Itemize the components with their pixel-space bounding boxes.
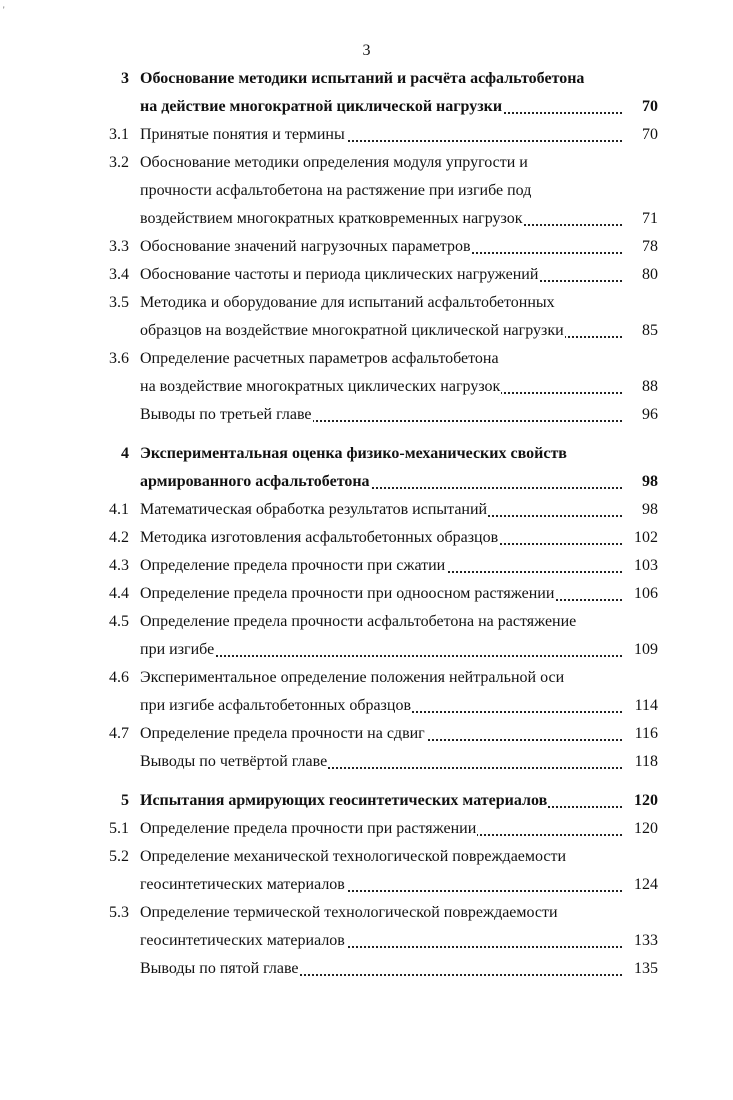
- toc-entry: [0, 345, 733, 373]
- section-number: 5.1: [109, 820, 129, 837]
- toc-entry-cont: [0, 205, 733, 233]
- section-title: Методика изготовления асфальтобетонных образцов: [140, 529, 499, 546]
- toc-entry-cont: [0, 927, 733, 955]
- section-title: Обоснование значений нагрузочных параметров: [140, 238, 471, 255]
- toc-entry: [0, 496, 733, 524]
- section-title: Определение предела прочности при растяжении: [140, 820, 477, 837]
- toc-chapter-3: [0, 65, 733, 93]
- section-title: Математическая обработка результатов испытаний: [140, 501, 488, 518]
- toc-entry: [0, 608, 733, 636]
- page-ref: 85: [642, 322, 658, 339]
- section-title: Обоснование частоты и периода циклических нагружений: [140, 266, 539, 283]
- toc-entry: [0, 121, 733, 149]
- toc-chapter-4: [0, 440, 733, 468]
- section-title: Определение предела прочности на сдвиг: [140, 725, 425, 742]
- page-ref: 98: [642, 473, 658, 490]
- chapter-number: 5: [121, 792, 129, 809]
- section-title: Принятые понятия и термины: [140, 126, 345, 143]
- section-number: 3.3: [109, 238, 129, 255]
- toc-conclusions: [0, 748, 733, 776]
- chapter-title-line-1: Экспериментальная оценка физико-механических свойств: [140, 445, 567, 462]
- section-number: 4.1: [109, 501, 129, 518]
- chapter-number: 4: [121, 445, 129, 462]
- page-number: 3: [362, 42, 371, 59]
- page-ref: 70: [642, 126, 658, 143]
- section-number: 3.4: [109, 266, 129, 283]
- toc-chapter-5: [0, 787, 733, 815]
- section-number: 3.6: [109, 350, 129, 367]
- section-title-line-1: Определение предела прочности асфальтобетона на растяжение: [140, 613, 577, 630]
- page-ref: 114: [634, 697, 658, 714]
- section-title-line-2: прочности асфальтобетона на растяжение при изгибе под: [140, 182, 532, 199]
- section-title-line-1: Определение расчетных параметров асфальтобетона: [140, 350, 499, 367]
- page-ref: 118: [634, 753, 658, 770]
- chapter-title-line-2: на действие многократной циклической нагрузки: [140, 98, 503, 115]
- section-number: 5.3: [109, 904, 129, 921]
- toc-entry: [0, 899, 733, 927]
- section-number: 3.5: [109, 294, 129, 311]
- conclusions-title: Выводы по четвёртой главе: [140, 753, 328, 770]
- toc-entry: [0, 261, 733, 289]
- section-title-line-2: геосинтетических материалов: [140, 932, 345, 949]
- section-number: 4.7: [109, 725, 129, 742]
- toc-entry-cont: [0, 636, 733, 664]
- page-ref: 106: [634, 585, 658, 602]
- page-ref: 98: [642, 501, 658, 518]
- section-title-line-1: Определение термической технологической повреждаемости: [140, 904, 558, 921]
- toc-entry: [0, 552, 733, 580]
- toc-entry: [0, 149, 733, 177]
- section-title-line-2: геосинтетических материалов: [140, 876, 345, 893]
- section-title-line-1: Определение механической технологической повреждаемости: [140, 848, 567, 865]
- page-ref: 70: [642, 98, 658, 115]
- section-number: 3.2: [109, 154, 129, 171]
- section-title-line-2: на воздействие многократных циклических нагрузок: [140, 378, 501, 395]
- toc-entry: [0, 720, 733, 748]
- section-title-line-3: воздействием многократных кратковременных нагрузок: [140, 210, 523, 227]
- section-number: 5.2: [109, 848, 129, 865]
- section-title-line-1: Методика и оборудование для испытаний асфальтобетонных: [140, 294, 555, 311]
- toc-entry: [0, 664, 733, 692]
- toc-entry-cont: [0, 692, 733, 720]
- section-number: 4.2: [109, 529, 129, 546]
- page-ref: 78: [642, 238, 658, 255]
- section-number: 4.4: [109, 585, 129, 602]
- page-ref: 71: [642, 210, 658, 227]
- toc-entry: [0, 524, 733, 552]
- conclusions-title: Выводы по пятой главе: [140, 960, 299, 977]
- toc-conclusions: [0, 955, 733, 983]
- chapter-number: 3: [121, 70, 129, 87]
- toc-entry: [0, 580, 733, 608]
- page-ref: 133: [634, 932, 658, 949]
- page-ref: 120: [634, 792, 658, 809]
- page-ref: 96: [642, 406, 658, 423]
- conclusions-title: Выводы по третьей главе: [140, 406, 312, 423]
- page-ref: 120: [634, 820, 658, 837]
- toc-entry: [0, 233, 733, 261]
- toc-entry: [0, 843, 733, 871]
- section-number: 4.5: [109, 613, 129, 630]
- toc-entry: [0, 289, 733, 317]
- toc-chapter-3-cont: [0, 93, 733, 121]
- page-ref: 109: [634, 641, 658, 658]
- section-title: Определение предела прочности при одноосном растяжении: [140, 585, 555, 602]
- page-ref: 102: [634, 529, 658, 546]
- section-title-line-2: при изгибе: [140, 641, 215, 658]
- page-ref: 116: [634, 725, 658, 742]
- toc-entry-cont: [0, 373, 733, 401]
- section-number: 4.3: [109, 557, 129, 574]
- toc-entry-cont: [0, 871, 733, 899]
- page-ref: 88: [642, 378, 658, 395]
- page-ref: 124: [634, 876, 658, 893]
- toc-conclusions: [0, 401, 733, 429]
- section-title: Определение предела прочности при сжатии: [140, 557, 446, 574]
- section-title-line-1: Экспериментальное определение положения нейтральной оси: [140, 669, 565, 686]
- corner-mark: ': [3, 5, 5, 15]
- page-ref: 103: [634, 557, 658, 574]
- toc-chapter-4-cont: [0, 468, 733, 496]
- section-title-line-2: при изгибе асфальтобетонных образцов: [140, 697, 411, 714]
- section-number: 3.1: [109, 126, 129, 143]
- section-number: 4.6: [109, 669, 129, 686]
- section-title-line-2: образцов на воздействие многократной циклической нагрузки: [140, 322, 564, 339]
- chapter-title-line-2: армированного асфальтобетона: [140, 473, 370, 490]
- page-ref: 80: [642, 266, 658, 283]
- toc-entry-cont: [0, 317, 733, 345]
- toc-entry-cont: [0, 177, 733, 205]
- chapter-title-line-1: Обоснование методики испытаний и расчёта асфальтобетона: [140, 70, 585, 87]
- chapter-title: Испытания армирующих геосинтетических материалов: [140, 792, 548, 809]
- section-title-line-1: Обоснование методики определения модуля упругости и: [140, 154, 528, 171]
- toc-entry: [0, 815, 733, 843]
- page-ref: 135: [634, 960, 658, 977]
